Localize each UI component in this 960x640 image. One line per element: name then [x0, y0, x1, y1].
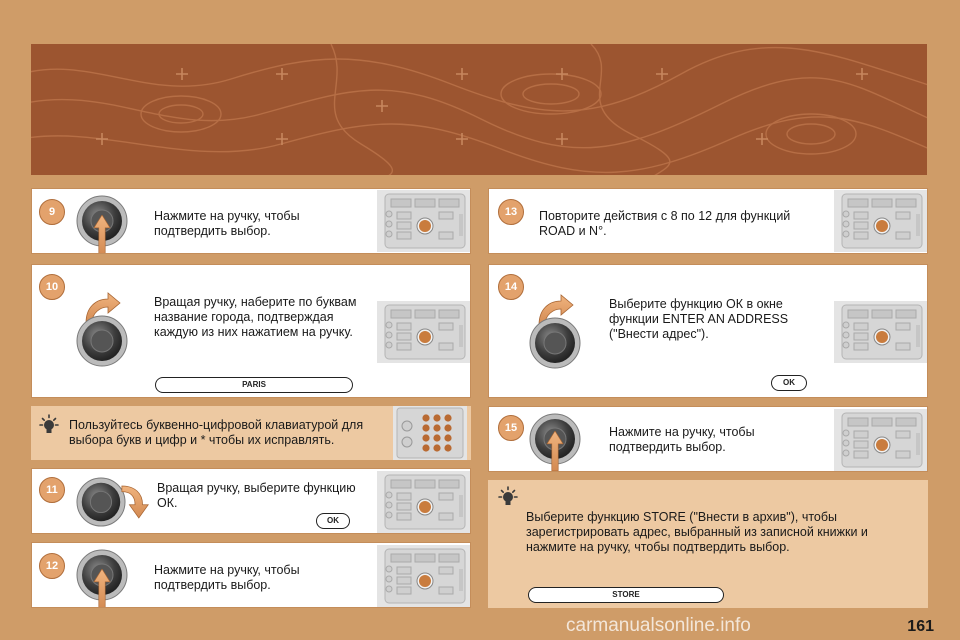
- knob-icon: [529, 317, 581, 369]
- tip-box-keypad: [31, 406, 471, 460]
- step-text-15: Нажмите на ручку, чтобы подтвердить выбор.: [609, 425, 755, 454]
- watermark-text: carmanualsonline.info: [566, 615, 751, 636]
- step-badge-14: 14: [498, 274, 524, 300]
- tip-box-store: [488, 480, 928, 608]
- step-badge-10: 10: [39, 274, 65, 300]
- step-card-12: [31, 542, 471, 608]
- step-card-15: [488, 406, 928, 472]
- step-badge-13: 13: [498, 199, 524, 225]
- lightbulb-icon: [37, 414, 61, 438]
- step-badge-11: 11: [39, 477, 65, 503]
- ok-button[interactable]: OK: [316, 513, 350, 529]
- step-card-10: [31, 264, 471, 398]
- step-badge-15: 15: [498, 415, 524, 441]
- knob-icon: [76, 315, 128, 367]
- paris-button[interactable]: PARIS: [155, 377, 353, 393]
- knob-icon: [76, 477, 126, 527]
- tip-text-keypad: Пользуйтесь буквенно-цифровой клавиатурой для выбора букв и цифр и * чтобы их исправлять.: [69, 418, 364, 447]
- step-card-14: [488, 264, 928, 398]
- step-text-13: Повторите действия с 8 по 12 для функций ROAD и N°.: [539, 209, 791, 238]
- arrow-up-icon: [92, 569, 112, 608]
- ok-button[interactable]: OK: [771, 375, 807, 391]
- arrow-up-icon: [92, 215, 112, 254]
- step-text-9: Нажмите на ручку, чтобы подтвердить выбор.: [154, 209, 300, 238]
- store-button[interactable]: STORE: [528, 587, 724, 603]
- step-badge-12: 12: [39, 553, 65, 579]
- step-card-13: [488, 188, 928, 254]
- step-badge-9: 9: [39, 199, 65, 225]
- step-card-11: [31, 468, 471, 534]
- keypad-icon: [393, 406, 467, 460]
- arrow-up-icon: [545, 431, 565, 471]
- radio-unit-icon: [834, 409, 928, 471]
- lightbulb-icon: [496, 486, 520, 510]
- radio-unit-icon: [377, 301, 471, 363]
- step-text-12: Нажмите на ручку, чтобы подтвердить выбор.: [154, 563, 300, 592]
- topographic-map-banner: [31, 44, 927, 175]
- radio-unit-icon: [377, 190, 471, 252]
- step-text-14: Выберите функцию ОК в окне функции ENTER AN ADDRESS ("Внести адрес").: [609, 297, 789, 341]
- radio-unit-icon: [377, 545, 471, 607]
- radio-unit-icon: [834, 301, 928, 363]
- tip-text-store: Выберите функцию STORE ("Внести в архив"), чтобы зарегистрировать адрес, выбранный из записной книжки и нажмите на ручку, чтобы подтвердить выбор.: [526, 510, 868, 554]
- step-text-10: Вращая ручку, наберите по буквам название города, подтверждая каждую из них нажатием на ручку.: [154, 295, 357, 339]
- map-contour-lines: [31, 44, 927, 175]
- radio-unit-icon: [834, 190, 928, 252]
- radio-unit-icon: [377, 471, 471, 533]
- step-card-9: [31, 188, 471, 254]
- step-text-11: Вращая ручку, выберите функцию ОК.: [157, 481, 356, 510]
- page-number: 161: [907, 618, 934, 635]
- arrow-down-icon: [120, 481, 152, 521]
